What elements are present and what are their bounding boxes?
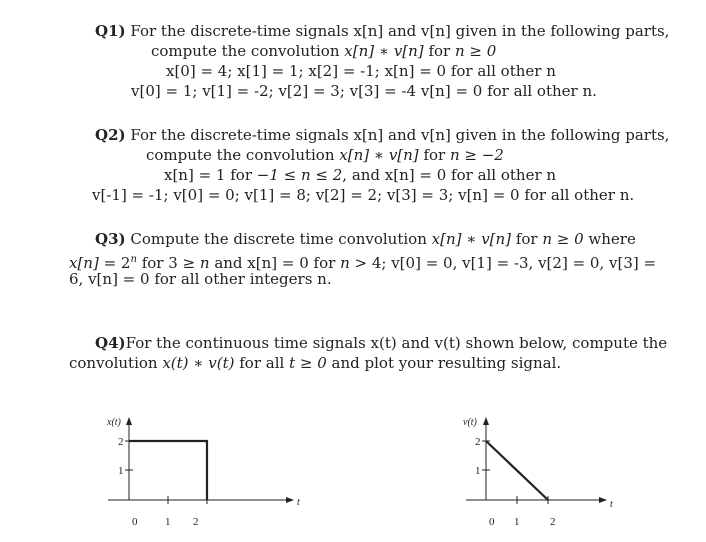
q4-convolution: convolution (69, 354, 163, 372)
q2-intro: For the discrete-time signals x[n] and v[n] given in the following parts, (125, 126, 670, 144)
plot-v-xtick-1: 1 (514, 516, 520, 528)
q3-number: Q3) (95, 230, 126, 248)
q2-number: Q2) (95, 126, 126, 144)
q3-n1: n (199, 254, 210, 272)
q3-line-3: 6, v[n] = 0 for all other integers n. (69, 270, 332, 288)
q3-and-x: and x[n] = 0 for (209, 254, 341, 272)
q3-n2: n (340, 254, 350, 272)
q2-x-def-a: x[n] = 1 for (164, 166, 257, 184)
q3-line1-where: where (583, 230, 636, 248)
plot-v-xtick-2: 2 (550, 516, 556, 528)
q2-x-def-b: , and x[n] = 0 for all other n (342, 166, 557, 184)
q1-expr: x[n] ∗ v[n] (344, 42, 424, 60)
q2-expr: x[n] ∗ v[n] (339, 146, 419, 164)
q3-x-symbol: x[n] (69, 254, 99, 272)
q1-compute: compute the convolution (151, 42, 345, 60)
q3-cond: n ≥ 0 (542, 230, 584, 248)
plot-v-ylabel: v(t) (463, 417, 477, 428)
q2-cond: n ≥ −2 (449, 146, 504, 164)
q3-eq-two: = 2 (98, 254, 131, 272)
q2-compute: compute the convolution (146, 146, 340, 164)
plot-v-xlabel: t (610, 499, 613, 510)
q1-number: Q1) (95, 22, 126, 40)
q3-exponent: n (130, 254, 137, 265)
plot-x-xtick-2: 2 (193, 516, 199, 528)
plot-v-xtick-0: 0 (489, 516, 495, 528)
q1-intro: For the discrete-time signals x[n] and v[n] given in the following parts, (125, 22, 670, 40)
plot-x-xlabel: t (297, 497, 300, 508)
q4-line1-text: For the continuous time signals x(t) and v(t) shown below, compute the (125, 334, 668, 352)
q1-v-definition: v[0] = 1; v[1] = -2; v[2] = 3; v[3] = -4 v[n] = 0 for all other n. (131, 82, 597, 100)
q4-plot-instruction: and plot your resulting signal. (326, 354, 562, 372)
plot-x-ytick-1: 1 (118, 465, 124, 477)
plot-x-ylabel: x(t) (107, 417, 121, 428)
q1-x-definition: x[0] = 4; x[1] = 1; x[2] = -1; x[n] = 0 for all other n (166, 62, 556, 80)
plot-x-ytick-2: 2 (118, 436, 124, 448)
q4-expr: x(t) ∗ v(t) (162, 354, 235, 372)
q2-cond-prefix: for (418, 146, 450, 164)
plot-v-signal (486, 441, 548, 500)
q2-v-definition: v[-1] = -1; v[0] = 0; v[1] = 8; v[2] = 2; v[3] = 3; v[n] = 0 for all other n. (92, 186, 635, 204)
plot-v-ytick-2: 2 (475, 436, 481, 448)
q1-cond-prefix: for (423, 42, 455, 60)
q3-line1-text: Compute the discrete time convolution (125, 230, 432, 248)
q3-for-three: for 3 ≥ (136, 254, 200, 272)
q4-cond: t ≥ 0 (289, 354, 327, 372)
plot-x-xtick-1: 1 (165, 516, 171, 528)
plot-v-ytick-1: 1 (475, 465, 481, 477)
q3-line1-for: for (511, 230, 543, 248)
q3-v-values: > 4; v[0] = 0, v[1] = -3, v[2] = 0, v[3] = (349, 254, 657, 272)
plot-x-xtick-0: 0 (132, 516, 138, 528)
q4-for-all: for all (234, 354, 290, 372)
q4-number: Q4) (95, 334, 126, 352)
q2-x-def-range: −1 ≤ n ≤ 2 (256, 166, 343, 184)
q3-expr: x[n] ∗ v[n] (431, 230, 512, 248)
q1-cond: n ≥ 0 (454, 42, 497, 60)
